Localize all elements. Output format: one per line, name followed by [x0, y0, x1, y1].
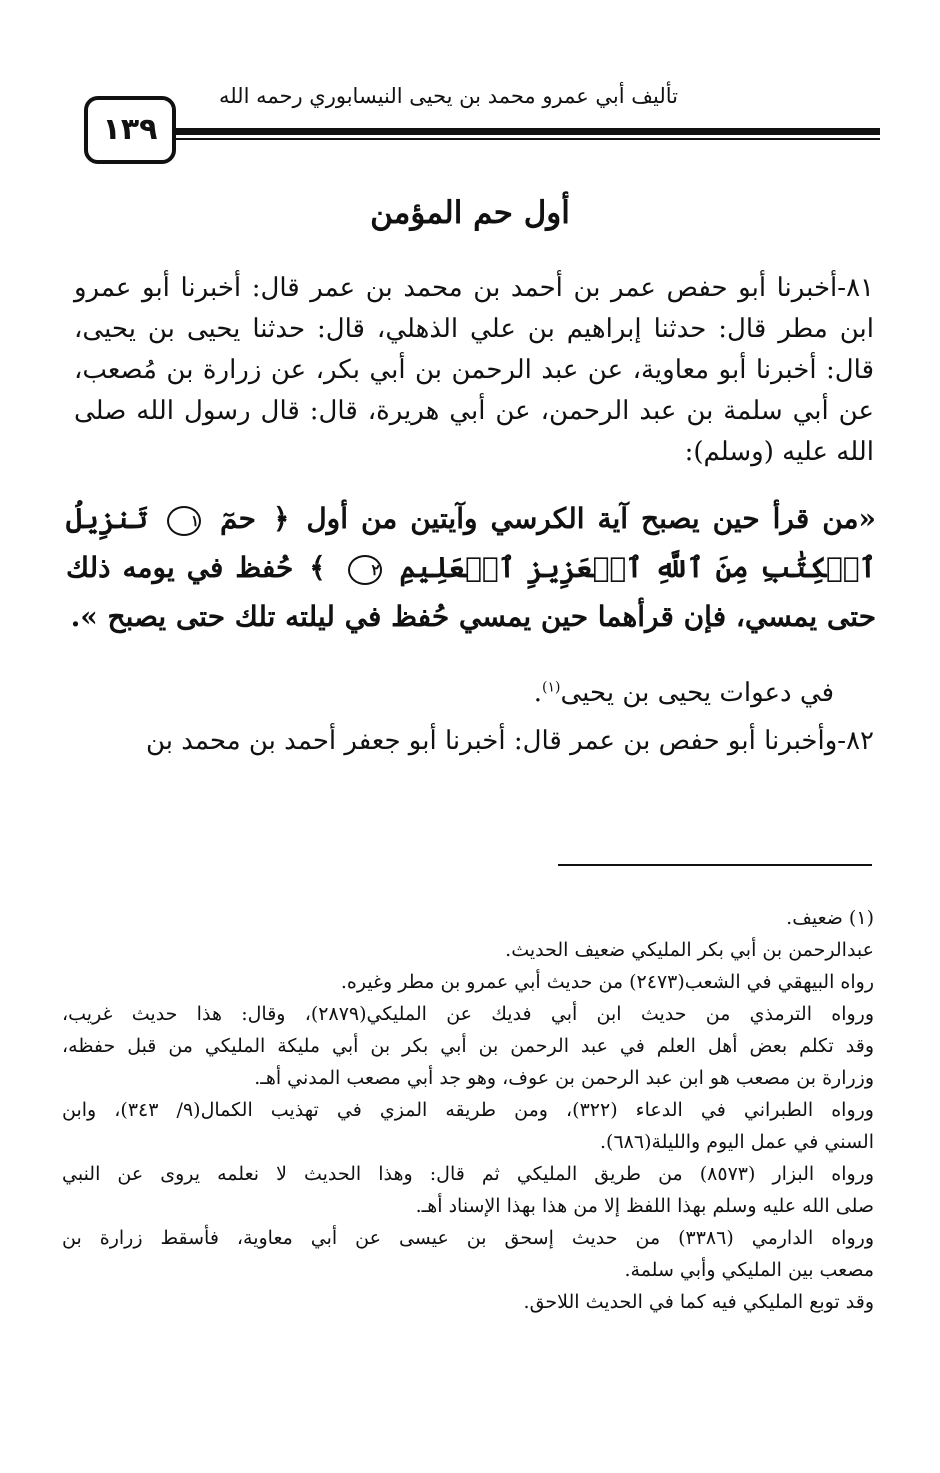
hadith-81-matn: [66, 494, 876, 641]
quote-start: «من قرأ حين يصبح آية الكرسي وآيتين من أول: [306, 502, 877, 535]
ayah-number-2: ٢: [348, 555, 382, 585]
footnote-separator: [558, 864, 872, 866]
header-rule-thin: [160, 138, 880, 140]
footnote-line: ورواه البزار (٨٥٧٣) من طريق المليكي ثم قال: وهذا الحديث لا نعلمه يروى عن النبي: [62, 1163, 874, 1185]
footnote-line: صلى الله عليه وسلم بهذا اللفظ إلا من هذا بهذا الإسناد أهـ.: [415, 1195, 874, 1217]
hadith-82-text: ٨٢-وأخبرنا أبو حفص بن عمر قال: أخبرنا أبو جعفر أحمد بن محمد بن: [145, 726, 874, 756]
header-rule-thick: [160, 128, 880, 135]
verse-open-bracket: ﴿: [272, 502, 290, 535]
footnote-line: ورواه الطبراني في الدعاء (٣٢٢)، ومن طريقه المزي في تهذيب الكمال(٩/ ٣٤٣)، وابن: [62, 1099, 874, 1121]
source-period: .: [533, 678, 543, 708]
page-number: ١٣٩: [102, 112, 158, 147]
footnote-line: وزرارة بن مصعب هو ابن عبد الرحمن بن عوف، وهو جد أبي مصعب المدني أهـ.: [254, 1067, 874, 1089]
source-text: في دعوات يحيى بن يحيى: [560, 678, 834, 708]
footnote-line: مصعب بين المليكي وأبي سلمة.: [624, 1259, 874, 1281]
footnote-reference[interactable]: (١): [542, 679, 561, 696]
footnote-line: رواه البيهقي في الشعب(٢٤٧٣) من حديث أبي عمرو بن مطر وغيره.: [340, 971, 874, 993]
quote-end: حُفظ في يومه ذلك حتى يمسي، فإن قرأهما حين يمسي حُفظ في ليلته تلك حتى يصبح ».: [66, 551, 876, 633]
footnote-line: (١) ضعيف.: [786, 907, 874, 929]
ayah-number-1: ١: [167, 506, 201, 536]
footnote-line: ورواه الترمذي من حديث ابن أبي فديك عن المليكي(٢٨٧٩)، وقال: هذا حديث غريب،: [62, 1003, 875, 1025]
verse-close-bracket: ﴾: [309, 551, 326, 584]
verse-tanzil: تَنزِيلُ ٱلۡكِتَٰبِ مِنَ ٱللَّهِ ٱلۡعَزِيزِ ٱلۡعَلِيمِ: [66, 502, 877, 584]
verse-ha-mim: حمٓ: [220, 502, 256, 535]
footnote-line: وقد تكلم بعض أهل العلم في عبد الرحمن بن أبي بكر بن أبي مليكة المليكي من قبل حفظه،: [62, 1035, 874, 1057]
hadith-81-text: ٨١-أخبرنا أبو حفص عمر بن أحمد بن محمد بن عمر قال: أخبرنا أبو عمرو ابن مطر قال: حدثنا إبراهيم بن علي الذهلي، قال: حدثنا يحيى بن يحيى، قال: أخبرنا أبو معاوية، عن عبد الرحمن بن أبي بكر، عن زرارة بن مُصعب، عن أبي سلمة بن عبد الرحمن، عن أبي هريرة، قال: قال رسول الله صلى الله عليه (وسلم):: [74, 273, 874, 467]
hadith-81-source: [300, 673, 834, 713]
page-number-frame: [84, 96, 176, 164]
footnotes: [62, 902, 874, 1318]
footnote-line: ورواه الدارمي (٣٣٨٦) من حديث إسحق بن عيسى عن أبي معاوية، فأسقط زرارة بن: [62, 1227, 874, 1249]
footnote-line: عبدالرحمن بن أبي بكر المليكي ضعيف الحديث.: [505, 939, 874, 961]
running-header-title: تأليف أبي عمرو محمد بن يحيى النيسابوري رحمه الله: [218, 84, 678, 108]
section-title: أول حم المؤمن: [370, 195, 570, 231]
footnote-line: وقد توبع المليكي فيه كما في الحديث اللاحق.: [523, 1291, 874, 1313]
footnote-line: السني في عمل اليوم والليلة(٦٨٦).: [600, 1131, 874, 1153]
